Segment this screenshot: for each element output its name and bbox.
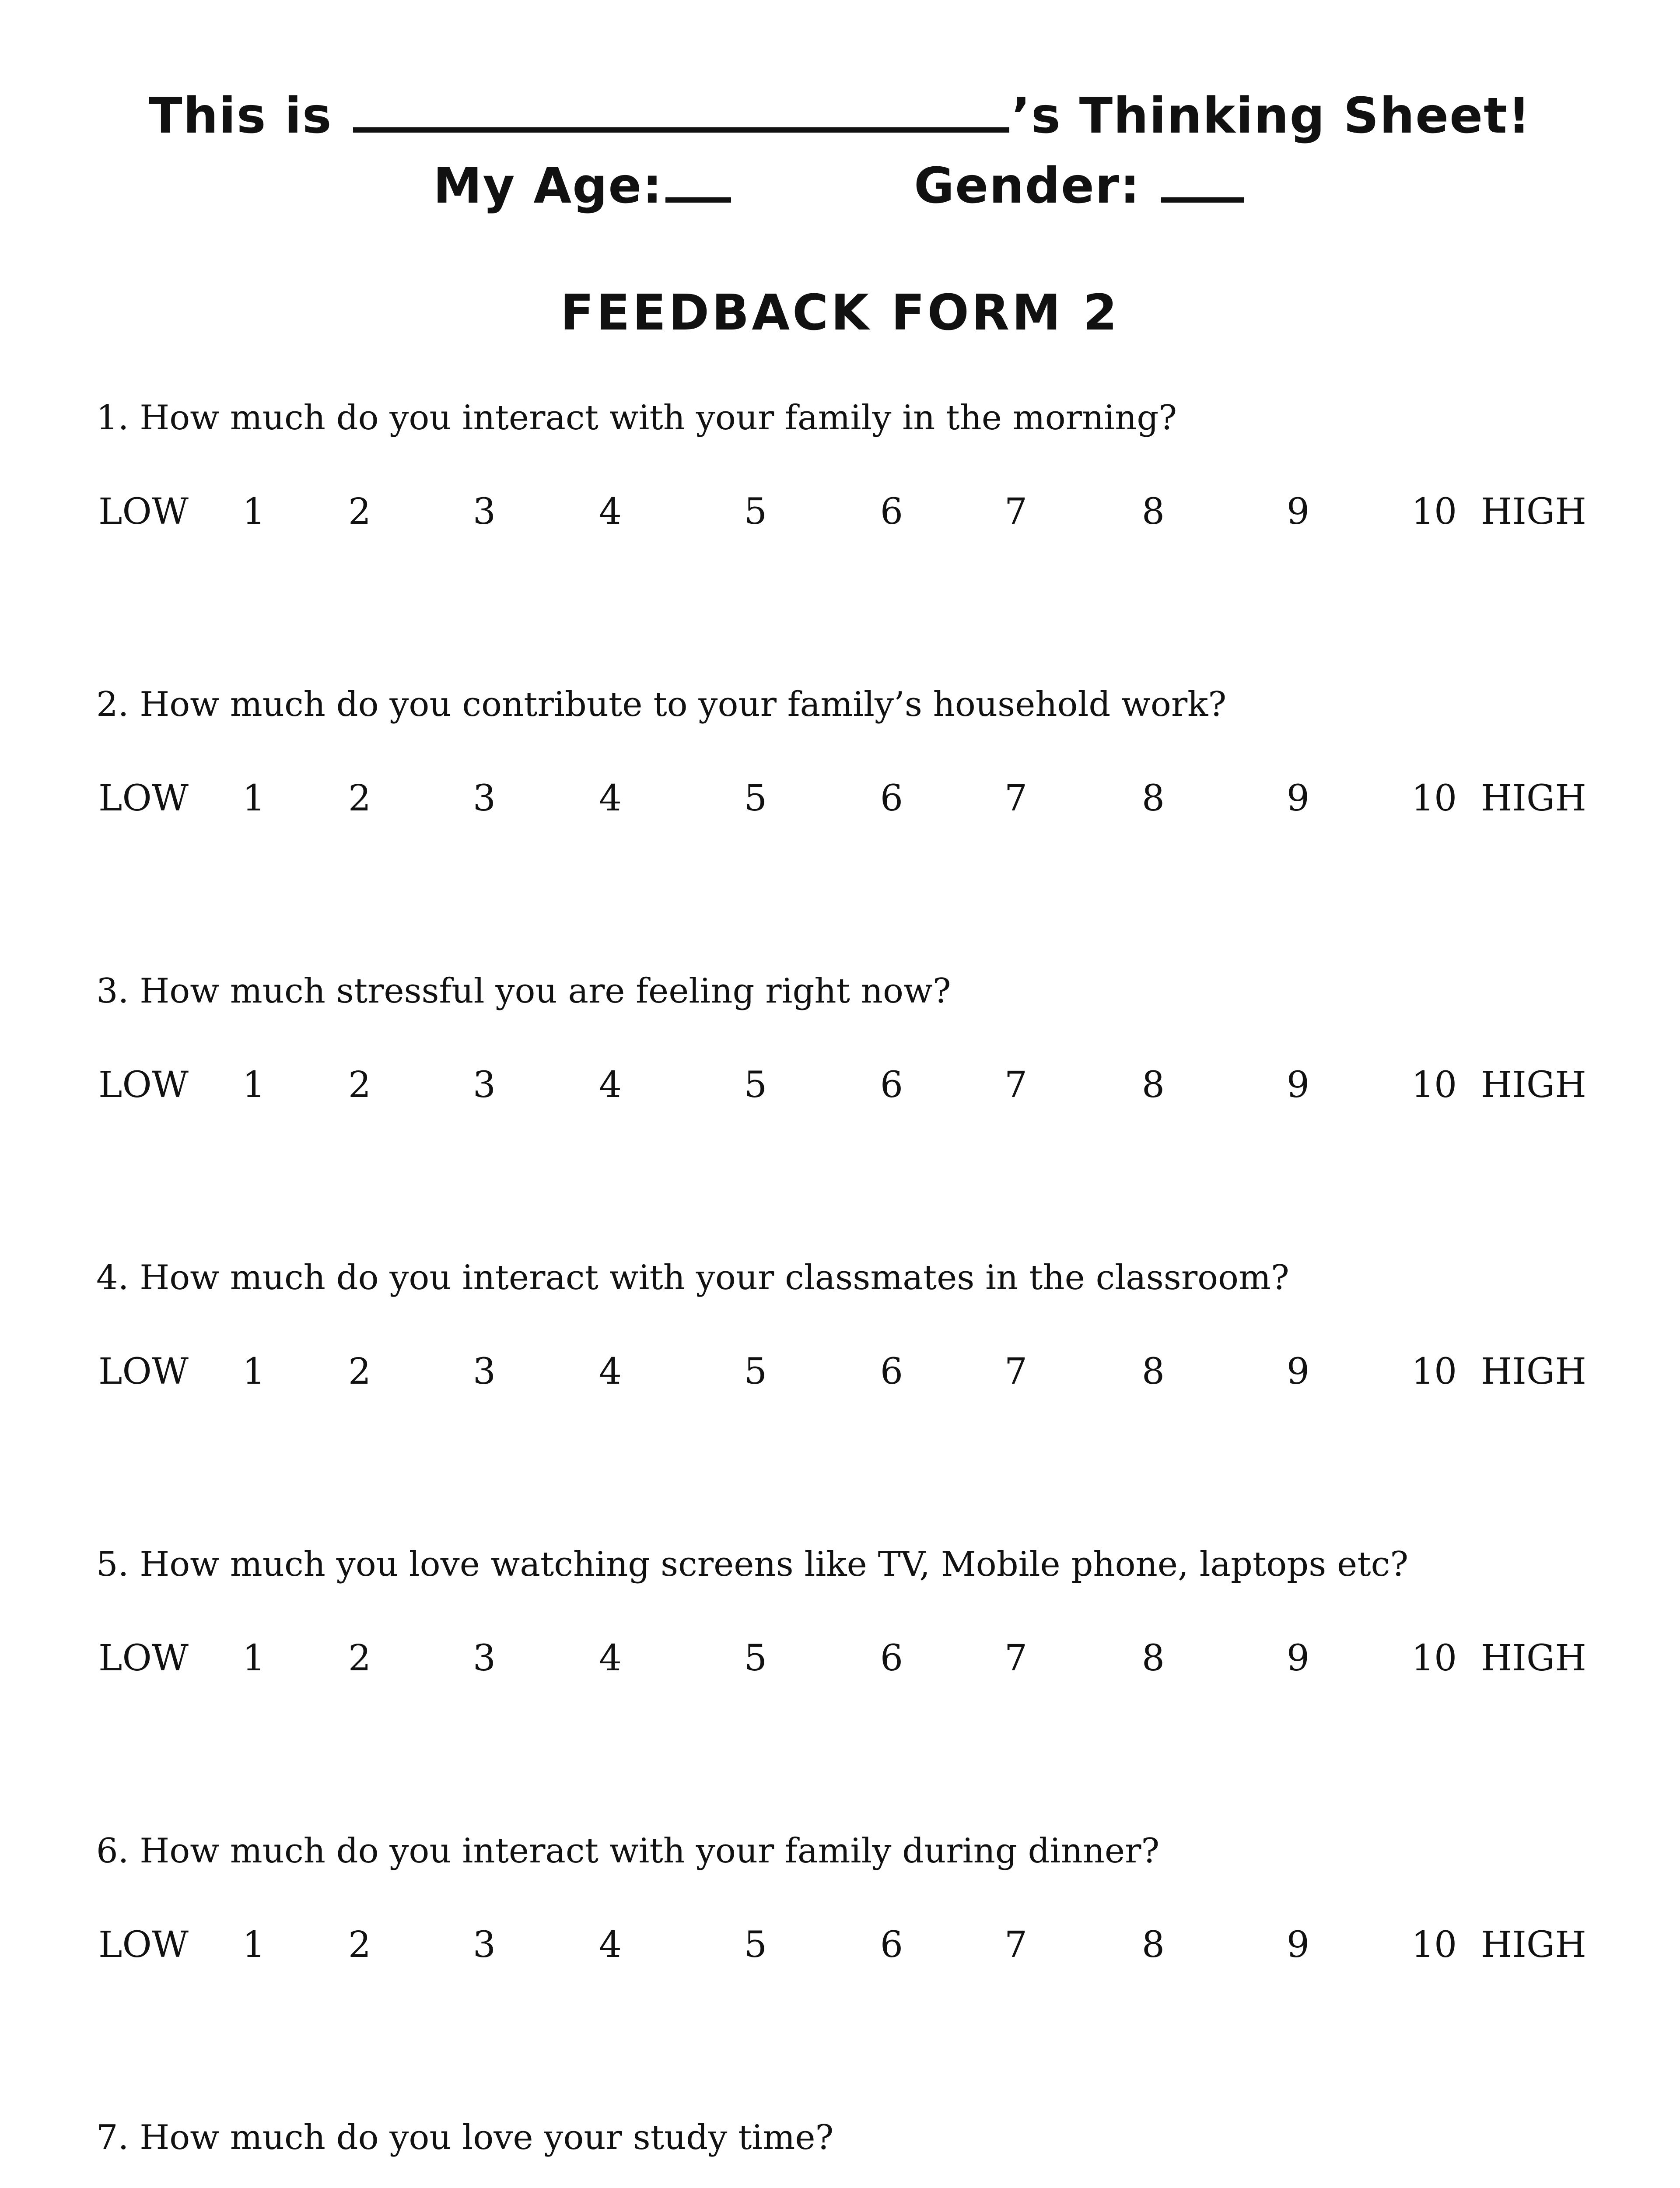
gender-blank[interactable] — [1161, 189, 1244, 203]
question-2-text: 2. How much do you contribute to your family’s household work? — [96, 685, 1227, 724]
scale-option-5[interactable]: 5 — [744, 491, 767, 533]
scale-option-6[interactable]: 6 — [880, 1924, 903, 1966]
scale-option-9[interactable]: 9 — [1286, 778, 1310, 819]
question-7-text: 7. How much do you love your study time? — [96, 2118, 834, 2157]
scale-option-7[interactable]: 7 — [1004, 1064, 1028, 1106]
scale-option-6[interactable]: 6 — [880, 1637, 903, 1679]
scale-high-label: HIGH — [1481, 1064, 1586, 1106]
scale-option-7[interactable]: 7 — [1004, 778, 1028, 819]
scale-option-10[interactable]: 10 — [1411, 1064, 1457, 1106]
scale-option-5[interactable]: 5 — [744, 1351, 767, 1392]
scale-option-5[interactable]: 5 — [744, 1637, 767, 1679]
rating-scale-2 — [0, 777, 1680, 820]
scale-high-label: HIGH — [1481, 491, 1586, 533]
scale-option-7[interactable]: 7 — [1004, 491, 1028, 533]
scale-option-9[interactable]: 9 — [1286, 1351, 1310, 1392]
scale-option-4[interactable]: 4 — [598, 1064, 622, 1106]
title-prefix: This is — [149, 88, 332, 144]
scale-option-2[interactable]: 2 — [348, 1924, 371, 1966]
scale-option-9[interactable]: 9 — [1286, 1064, 1310, 1106]
scale-option-8[interactable]: 8 — [1141, 1924, 1165, 1966]
scale-option-3[interactable]: 3 — [472, 1351, 496, 1392]
scale-option-8[interactable]: 8 — [1141, 778, 1165, 819]
scale-high-label: HIGH — [1481, 1351, 1586, 1392]
scale-option-7[interactable]: 7 — [1004, 1637, 1028, 1679]
scale-high-label: HIGH — [1481, 778, 1586, 819]
scale-option-1[interactable]: 1 — [242, 1637, 266, 1679]
scale-option-10[interactable]: 10 — [1411, 1351, 1457, 1392]
scale-option-6[interactable]: 6 — [880, 778, 903, 819]
scale-option-4[interactable]: 4 — [598, 1924, 622, 1966]
scale-option-3[interactable]: 3 — [472, 778, 496, 819]
scale-option-8[interactable]: 8 — [1141, 1064, 1165, 1106]
scale-option-4[interactable]: 4 — [598, 1637, 622, 1679]
title-suffix: ’s Thinking Sheet! — [1012, 88, 1531, 144]
rating-scale-1 — [0, 490, 1680, 534]
scale-option-1[interactable]: 1 — [242, 1064, 266, 1106]
scale-option-1[interactable]: 1 — [242, 778, 266, 819]
question-3-text: 3. How much stressful you are feeling right now? — [96, 971, 951, 1011]
scale-option-10[interactable]: 10 — [1411, 778, 1457, 819]
scale-option-8[interactable]: 8 — [1141, 1351, 1165, 1392]
rating-scale-3 — [0, 1063, 1680, 1107]
scale-option-1[interactable]: 1 — [242, 1351, 266, 1392]
scale-option-3[interactable]: 3 — [472, 1637, 496, 1679]
scale-option-5[interactable]: 5 — [744, 1064, 767, 1106]
scale-option-4[interactable]: 4 — [598, 1351, 622, 1392]
scale-option-5[interactable]: 5 — [744, 1924, 767, 1966]
scale-option-2[interactable]: 2 — [348, 1637, 371, 1679]
scale-option-8[interactable]: 8 — [1141, 491, 1165, 533]
scale-option-2[interactable]: 2 — [348, 778, 371, 819]
scale-option-5[interactable]: 5 — [744, 778, 767, 819]
scale-low-label: LOW — [98, 1064, 189, 1106]
scale-option-6[interactable]: 6 — [880, 1351, 903, 1392]
scale-option-9[interactable]: 9 — [1286, 1924, 1310, 1966]
scale-option-2[interactable]: 2 — [348, 491, 371, 533]
scale-option-10[interactable]: 10 — [1411, 1637, 1457, 1679]
question-5-text: 5. How much you love watching screens like TV, Mobile phone, laptops etc? — [96, 1545, 1409, 1584]
scale-option-3[interactable]: 3 — [472, 1064, 496, 1106]
age-blank[interactable] — [665, 189, 731, 203]
scale-low-label: LOW — [98, 1924, 189, 1966]
scale-low-label: LOW — [98, 491, 189, 533]
scale-option-9[interactable]: 9 — [1286, 491, 1310, 533]
age-gender-line — [0, 158, 1680, 214]
scale-option-3[interactable]: 3 — [472, 491, 496, 533]
name-blank[interactable] — [353, 119, 1009, 133]
scale-option-7[interactable]: 7 — [1004, 1351, 1028, 1392]
title-line — [0, 88, 1680, 144]
scale-option-2[interactable]: 2 — [348, 1064, 371, 1106]
rating-scale-4 — [0, 1350, 1680, 1394]
scale-option-7[interactable]: 7 — [1004, 1924, 1028, 1966]
scale-option-10[interactable]: 10 — [1411, 1924, 1457, 1966]
age-label: My Age: — [433, 158, 663, 214]
scale-option-4[interactable]: 4 — [598, 491, 622, 533]
scale-option-1[interactable]: 1 — [242, 1924, 266, 1966]
scale-high-label: HIGH — [1481, 1924, 1586, 1966]
scale-high-label: HIGH — [1481, 1637, 1586, 1679]
scale-option-3[interactable]: 3 — [472, 1924, 496, 1966]
scale-low-label: LOW — [98, 1637, 189, 1679]
question-6-text: 6. How much do you interact with your family during dinner? — [96, 1831, 1160, 1871]
gender-label: Gender: — [914, 158, 1141, 214]
scale-option-10[interactable]: 10 — [1411, 491, 1457, 533]
scale-option-2[interactable]: 2 — [348, 1351, 371, 1392]
rating-scale-5 — [0, 1637, 1680, 1680]
scale-option-6[interactable]: 6 — [880, 491, 903, 533]
scale-low-label: LOW — [98, 778, 189, 819]
scale-low-label: LOW — [98, 1351, 189, 1392]
scale-option-4[interactable]: 4 — [598, 778, 622, 819]
question-4-text: 4. How much do you interact with your classmates in the classroom? — [96, 1258, 1289, 1297]
rating-scale-6 — [0, 1923, 1680, 1967]
scale-option-8[interactable]: 8 — [1141, 1637, 1165, 1679]
scale-option-6[interactable]: 6 — [880, 1064, 903, 1106]
question-1-text: 1. How much do you interact with your family in the morning? — [96, 398, 1177, 438]
scale-option-1[interactable]: 1 — [242, 491, 266, 533]
form-title: FEEDBACK FORM 2 — [560, 284, 1120, 341]
scale-option-9[interactable]: 9 — [1286, 1637, 1310, 1679]
